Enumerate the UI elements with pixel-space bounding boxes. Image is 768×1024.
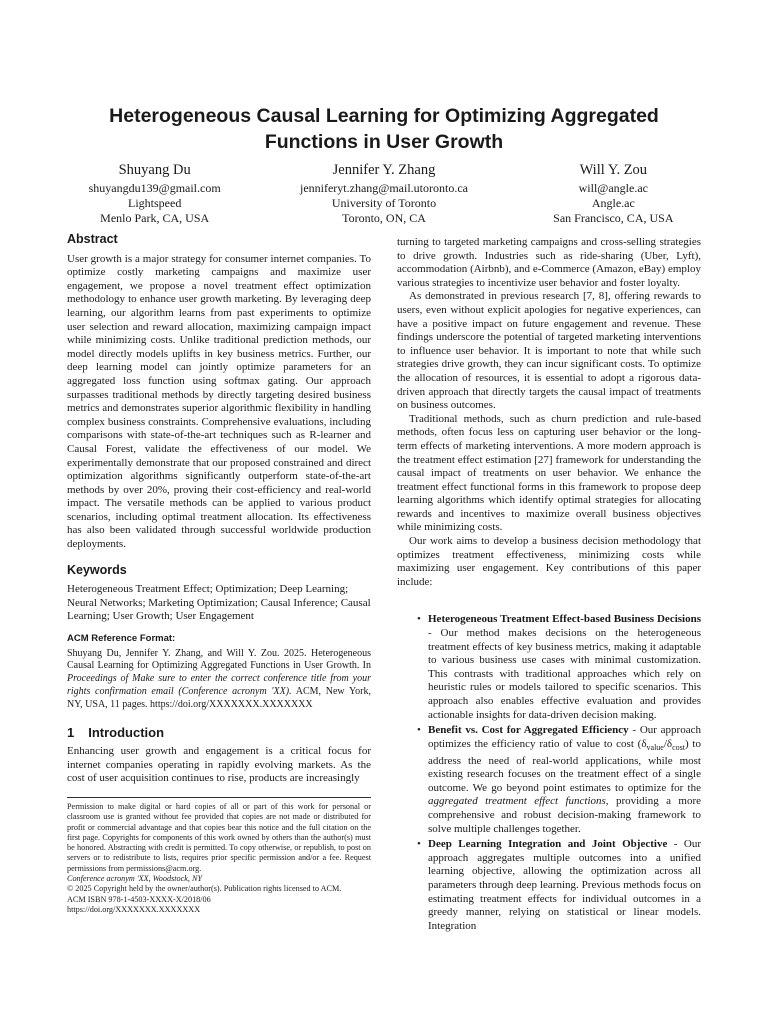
- emphasis: aggregated treatment effect functions: [428, 795, 606, 808]
- list-item: [397, 838, 701, 933]
- author-affiliation: Angle.ac: [591, 196, 635, 210]
- section-number: 1: [67, 724, 75, 740]
- bullet-icon: •: [417, 724, 421, 737]
- isbn: ACM ISBN 978-1-4503-XXXX-X/2018/06: [67, 894, 211, 904]
- author-location: Menlo Park, CA, USA: [100, 211, 210, 225]
- contributions-list: [397, 613, 701, 933]
- abstract-heading: Abstract: [67, 232, 118, 246]
- permission-text: Permission to make digital or hard copies of all or part of this work for personal or classroom use is granted without fee provided that copies are not made or distributed for profit or commercial advantage and that copies bear this notice and the full citation on the first page. Copyrights for components of this work owned by others than the author(s) must be honored. Abstracting with credit is permitted. To copy otherwise, or republish, to post on servers or to redistribute to lists, requires prior specific permission and/or a fee. Request permissions from permissions@acm.org.: [67, 802, 371, 873]
- contribution-title: Benefit vs. Cost for Aggregated Efficiency: [428, 724, 629, 737]
- author-email[interactable]: shuyangdu139@gmail.com: [88, 181, 221, 195]
- contribution-text: /δ: [663, 737, 673, 750]
- paragraph: Traditional methods, such as churn prediction and rule-based methods, often focus less on capturing user behavior or the long-term effects of marketing interventions. A more modern approach is the treatment effect estimation [27] framework for understanding the causal impact of treatments on user behavior. We enhance the treatment effect functional forms in this framework to propose deep learning algorithms which identify optimal strategies for allocating rewards and incentives to maximize overall business objectives while minimizing costs.: [397, 412, 701, 534]
- paragraph: Our work aims to develop a business decision methodology that optimizes treatment effectiveness, minimizing costs while maximizing user engagement. Key contributions of this paper include:: [397, 535, 701, 588]
- author-1: [40, 161, 269, 226]
- contribution-text: - Our approach aggregates multiple outcomes into a unified learning objective, allowing the optimization across all parameters through deep learning. Previous methods focus on estimating treatment effects for individual outcomes in a greedy manner, relying on statistical or linear models. Integration: [428, 838, 701, 932]
- paragraph: turning to targeted marketing campaigns and cross-selling strategies to drive growth. Industries such as ride-sharing (Uber, Lyft), accommodation (Airbnb), and e-Commerce (Amazon, eBay) employ various strategies to incentivize user behavior and foster loyalty.: [397, 236, 701, 289]
- acm-reference-part1: Shuyang Du, Jennifer Y. Zhang, and Will Y. Zou. 2025. Heterogeneous Causal Learning for Optimizing Aggregated Functions in User Growth. In: [67, 647, 371, 672]
- author-name: Will Y. Zou: [579, 162, 648, 178]
- contribution-title: Heterogeneous Treatment Effect-based Business Decisions: [428, 613, 701, 626]
- contribution-text: - Our approach optimizes the efficiency ratio of value to cost (δ: [428, 724, 701, 750]
- author-email[interactable]: will@angle.ac: [578, 181, 648, 195]
- author-location: San Francisco, CA, USA: [553, 211, 674, 225]
- right-column: [397, 236, 701, 935]
- author-email[interactable]: jenniferyt.zhang@mail.utoronto.ca: [299, 181, 468, 195]
- permission-footnote: [67, 797, 371, 915]
- section-title: Introduction: [88, 724, 165, 740]
- author-location: Toronto, ON, CA: [342, 211, 426, 225]
- paragraph: As demonstrated in previous research [7, 8], offering rewards to users, even without explicit apologies for negative experiences, can have a positive impact on future engagement and revenue. These findings underscore the potential of targeted marketing interventions to influence user behavior. It is important to note that while such strategies drive growth, they can incur significant costs. To optimize the allocation of resources, it is essential to adopt a rigorous data-driven approach that directly targets the causal impact of treatments on business outcomes.: [397, 290, 701, 412]
- subscript: value: [646, 742, 664, 752]
- abstract-text: User growth is a major strategy for consumer internet companies. To optimize costly marketing campaigns and maximize user engagement, we propose a novel treatment effect optimization methodology to enhance user growth marketing. By leveraging deep learning, our algorithm learns from past experiments to optimize user selection and reward allocation, maximizing campaign impact while minimizing costs. Unlike traditional prediction methods, our model directly models uplifts in key business metrics. Further, our deep learning model can jointly optimize parameters for an aggregated loss function using softmax gating. Our approach surpasses traditional methods by directly targeting desired business metrics and demonstrates superior algorithmic flexibility in handling complex business constraints. Comprehensive evaluations, including comparisons with state-of-the-art techniques such as R-learner and Causal Forest, validate the effectiveness of our model. We experimentally demonstrate that our proposed constrained and direct optimization algorithms significantly outperform state-of-the-art methods by over 20%, proving their cost-efficiency and real-world impact. The versatile methods can be applied to various product scenarios, including optimal treatment allocation. Its effectiveness has also been validated through successful worldwide production deployments.: [67, 252, 371, 551]
- introduction-heading: [67, 726, 371, 740]
- subscript: cost: [672, 742, 685, 752]
- list-item: [397, 724, 701, 836]
- author-affiliation: University of Toronto: [331, 196, 437, 210]
- copyright-notice: © 2025 Copyright held by the owner/author(s). Publication rights licensed to ACM.: [67, 884, 342, 894]
- contribution-title: Deep Learning Integration and Joint Objective: [428, 838, 668, 851]
- contribution-text: , providing a more comprehensive and robust decision-making framework to solve multiple challenges together.: [428, 795, 702, 835]
- bullet-icon: •: [417, 613, 421, 626]
- bullet-icon: •: [417, 838, 421, 851]
- list-item: [397, 613, 701, 722]
- conference-info: Conference acronym 'XX, Woodstock, NY: [67, 874, 202, 884]
- acm-reference-heading: ACM Reference Format:: [67, 633, 176, 645]
- author-name: Jennifer Y. Zhang: [332, 162, 436, 178]
- introduction-paragraph: Enhancing user growth and engagement is a critical focus for internet companies operating in rapidly evolving markets. As the cost of user acquisition continues to rise, products are increasingly: [67, 745, 371, 785]
- acm-reference-text: [67, 648, 371, 712]
- acm-reference-part2: ACM, New York, NY, USA, 11 pages. https://doi.org/XXXXXXX.XXXXXXX: [67, 686, 371, 710]
- author-2: [269, 161, 498, 226]
- acm-reference-proceedings: Proceedings of Make sure to enter the correct conference title from your rights confirmation email (Conference acronym 'XX).: [67, 673, 371, 698]
- contribution-text: ) to address the need of real-world applications, while most existing research focuses on the treatment effect of a single outcome. We go beyond point estimates to optimize for the: [428, 737, 701, 794]
- keywords-heading: Keywords: [67, 562, 127, 577]
- left-column: [67, 233, 371, 786]
- paper-title: Heterogeneous Causal Learning for Optimizing Aggregated Functions in User Growth: [109, 105, 659, 153]
- author-block: [40, 161, 728, 226]
- doi-link[interactable]: https://doi.org/XXXXXXX.XXXXXXX: [67, 904, 201, 914]
- keywords-text: Heterogeneous Treatment Effect; Optimization; Deep Learning; Neural Networks; Marketing Optimization; Causal Inference; Causal Learning; User Growth; User Engagement: [67, 583, 371, 623]
- contribution-text: - Our method makes decisions on the heterogeneous treatment effects of key business metrics, making it adaptable to various business use cases with minimal customization. This contrasts with traditional approaches which rely on heuristic rules or models tailored to specific scenarios. This approach also enables effective evaluation and provides actionable insights for data-driven decision making.: [428, 627, 701, 721]
- author-3: [499, 161, 728, 226]
- author-name: Shuyang Du: [118, 162, 191, 178]
- author-affiliation: Lightspeed: [128, 196, 182, 210]
